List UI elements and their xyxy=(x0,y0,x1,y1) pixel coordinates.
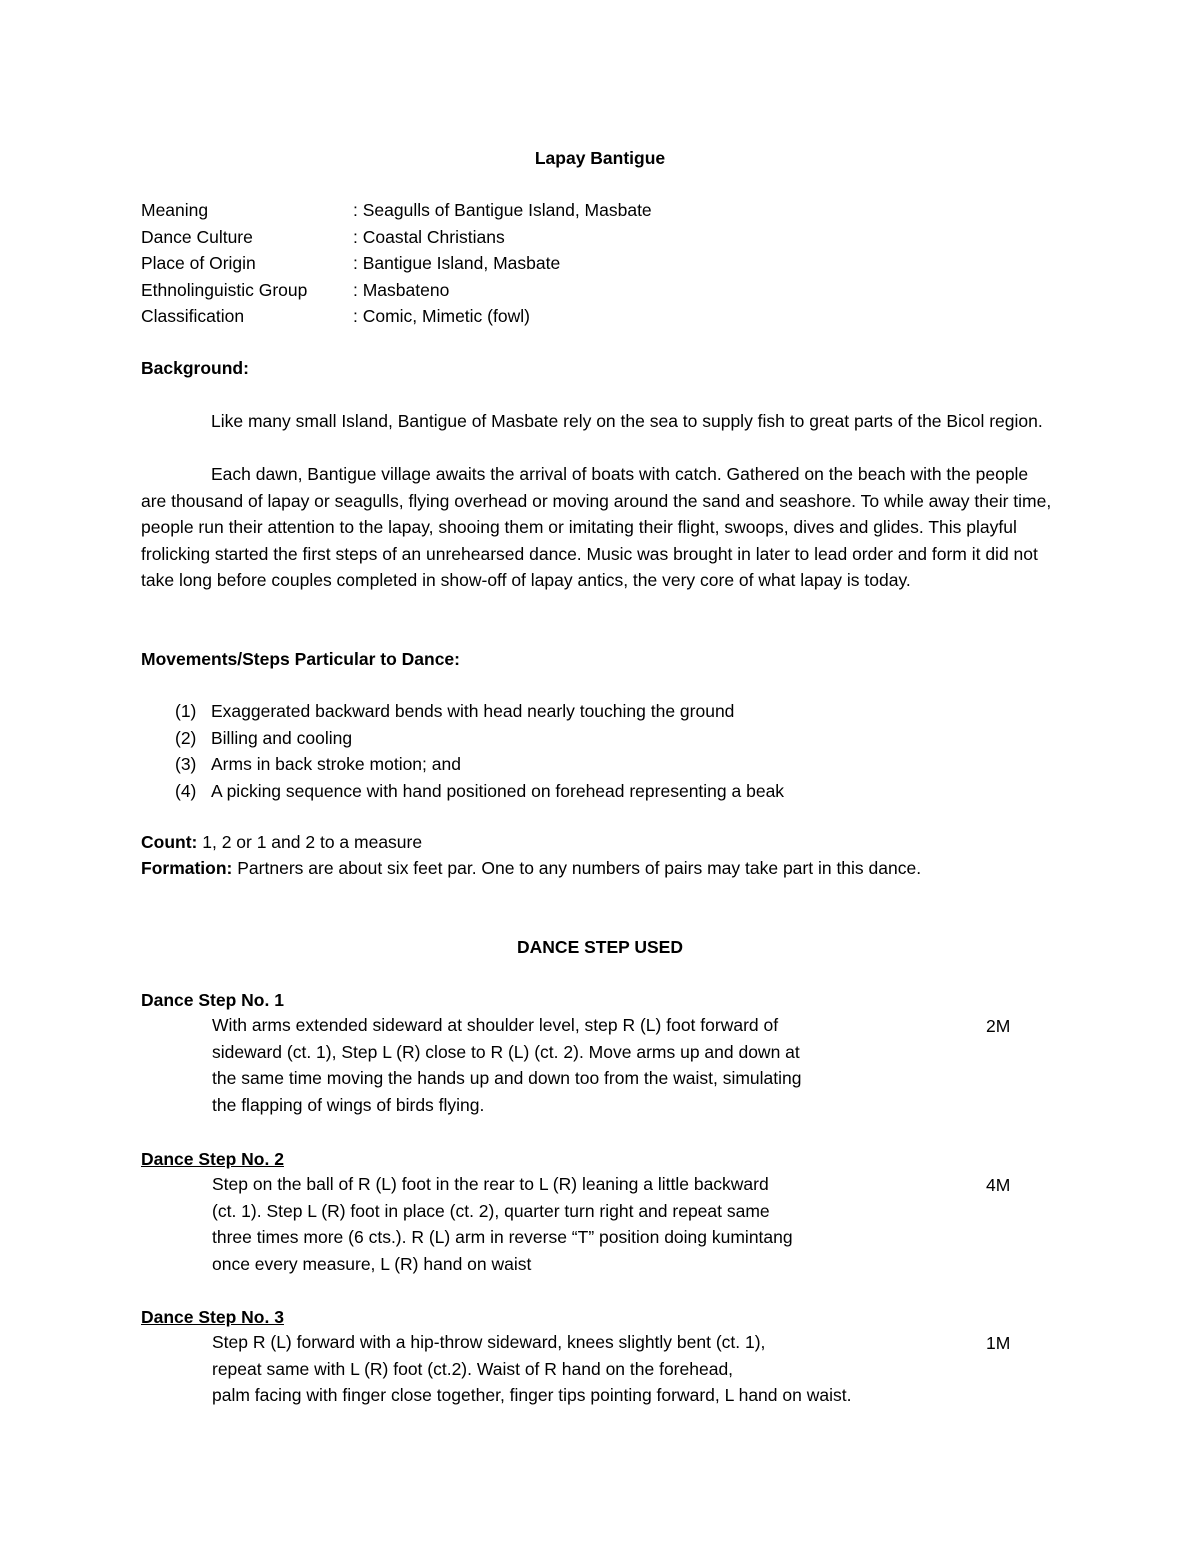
step-line: palm facing with finger close together, finger tips pointing forward, L hand on waist. xyxy=(212,1385,852,1405)
dance-step-2-measure: 4M xyxy=(986,1175,1011,1195)
dance-step-1-title: Dance Step No. 1 xyxy=(141,990,284,1010)
dance-step-1-measure: 2M xyxy=(986,1016,1011,1036)
formation-line xyxy=(141,855,921,881)
info-value: : Comic, Mimetic (fowl) xyxy=(353,306,530,326)
movements-heading: Movements/Steps Particular to Dance: xyxy=(141,649,460,669)
info-label: Dance Culture xyxy=(141,226,253,247)
background-paragraph-1-text: Like many small Island, Bantigue of Masbate rely on the sea to supply fish to great parts of the Bicol region. xyxy=(211,411,1043,431)
count-value: 1, 2 or 1 and 2 to a measure xyxy=(197,832,423,852)
list-item-number: (4) xyxy=(175,780,197,801)
info-value: : Bantigue Island, Masbate xyxy=(353,253,561,273)
dance-step-3-title: Dance Step No. 3 xyxy=(141,1307,284,1327)
info-row-dance-culture xyxy=(141,224,652,251)
step-line: sideward (ct. 1), Step L (R) close to R (L) (ct. 2). Move arms up and down at xyxy=(212,1041,800,1062)
list-item xyxy=(175,778,784,805)
background-paragraph-2 xyxy=(141,461,1056,594)
info-row-ethnolinguistic-group xyxy=(141,277,652,304)
document-title: Lapay Bantigue xyxy=(534,148,666,168)
list-item-number: (1) xyxy=(175,701,197,721)
count-label: Count: xyxy=(141,832,198,852)
step-line: repeat same with L (R) foot (ct.2). Waist of R hand on the forehead, xyxy=(212,1358,734,1379)
list-item-number: (3) xyxy=(175,754,197,774)
dance-step-3-description xyxy=(212,1329,972,1409)
info-label: Classification xyxy=(141,306,245,326)
dance-info-table xyxy=(141,197,652,330)
info-value: : Masbateno xyxy=(353,279,450,300)
info-label: Place of Origin xyxy=(141,253,256,273)
step-line: the same time moving the hands up and down too from the waist, simulating xyxy=(212,1068,802,1088)
list-item xyxy=(175,698,784,725)
background-paragraph-1 xyxy=(141,408,1056,435)
list-item xyxy=(175,751,784,778)
dance-step-2-title: Dance Step No. 2 xyxy=(141,1149,284,1169)
dance-step-2-description xyxy=(212,1171,972,1277)
step-line: Step on the ball of R (L) foot in the rear to L (R) leaning a little backward xyxy=(212,1174,769,1194)
info-value: : Coastal Christians xyxy=(353,226,505,247)
step-line: once every measure, L (R) hand on waist xyxy=(212,1253,532,1274)
dance-step-3-measure: 1M xyxy=(986,1333,1011,1353)
info-row-meaning xyxy=(141,197,652,224)
formation-label: Formation: xyxy=(141,858,233,878)
list-item-text: Exaggerated backward bends with head nearly touching the ground xyxy=(211,701,735,721)
formation-value: Partners are about six feet par. One to any numbers of pairs may take part in this dance. xyxy=(232,858,922,878)
list-item xyxy=(175,725,784,752)
list-item-text: A picking sequence with hand positioned on forehead representing a beak xyxy=(211,780,785,801)
step-line: three times more (6 cts.). R (L) arm in reverse “T” position doing kumintang xyxy=(212,1227,793,1247)
dance-steps-heading: DANCE STEP USED xyxy=(517,937,683,957)
movements-list xyxy=(175,698,784,804)
info-label: Ethnolinguistic Group xyxy=(141,279,308,300)
step-line: (ct. 1). Step L (R) foot in place (ct. 2), quarter turn right and repeat same xyxy=(212,1200,770,1221)
info-value: : Seagulls of Bantigue Island, Masbate xyxy=(353,200,652,220)
list-item-number: (2) xyxy=(175,727,197,748)
list-item-text: Billing and cooling xyxy=(211,727,353,748)
count-line xyxy=(141,829,422,855)
step-line: With arms extended sideward at shoulder level, step R (L) foot forward of xyxy=(212,1015,779,1035)
background-heading: Background: xyxy=(141,358,249,378)
step-line: Step R (L) forward with a hip-throw sideward, knees slightly bent (ct. 1), xyxy=(212,1332,766,1352)
info-row-place-of-origin xyxy=(141,250,652,277)
background-paragraph-2-text: Each dawn, Bantigue village awaits the arrival of boats with catch. Gathered on the beach with the people are thousand of lapay or seagulls, flying overhead or moving around the sand and seashore. To while away their time, people run their attention to the lapay, shooing them or imitating their flight, swoops, dives and glides. This playful frolicking started the first steps of an unrehearsed dance. Music was brought in later to lead order and form it did not take long before couples completed in show-off of lapay antics, the very core of what lapay is today. xyxy=(141,464,1052,590)
info-row-classification xyxy=(141,303,652,330)
info-label: Meaning xyxy=(141,200,209,220)
list-item-text: Arms in back stroke motion; and xyxy=(211,754,461,774)
step-line: the flapping of wings of birds flying. xyxy=(212,1094,485,1115)
dance-step-1-description xyxy=(212,1012,972,1118)
